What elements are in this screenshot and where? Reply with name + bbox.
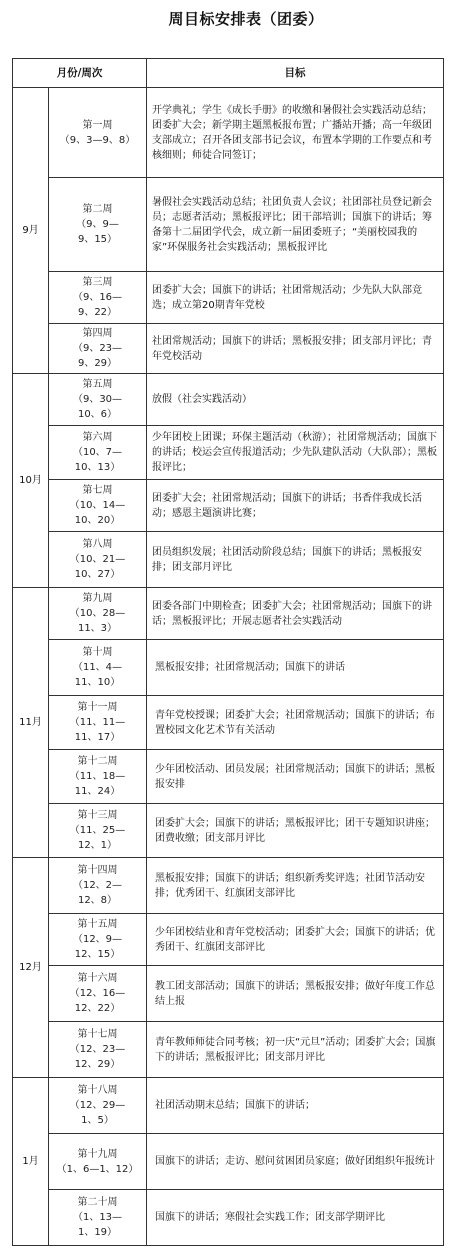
goal-cell: 黑板报安排；国旗下的讲话；组织新秀奖评选；社团节活动安排；优秀团干、红旗团支部评比 <box>147 858 444 914</box>
week-cell: 第十六周 （12、16— 12、22） <box>49 966 147 1022</box>
week-row <box>13 426 444 480</box>
week-row <box>13 588 444 640</box>
week-cell: 第三周 （9、16— 9、22） <box>49 272 147 324</box>
goal-cell: 国旗下的讲话；寒假社会实践工作；团支部学期评比 <box>147 1190 444 1246</box>
month-cell: 11月 <box>13 588 49 858</box>
goal-cell: 放假（社会实践活动） <box>147 374 444 426</box>
week-row <box>13 324 444 374</box>
period-header: 月份/周次 <box>13 59 147 88</box>
goal-cell: 少年团校结业和青年党校活动；团委扩大会；国旗下的讲话；优秀团干、红旗团支部评比 <box>147 914 444 966</box>
week-row <box>13 858 444 914</box>
week-cell: 第八周 （10、21— 10、27） <box>49 532 147 588</box>
week-row <box>13 272 444 324</box>
goal-cell: 少年团校上团课；环保主题活动（秋游）；社团常规活动；国旗下的讲话；校运会宣传报道活动；少先队建队活动（大队部）；黑板报评比； <box>147 426 444 480</box>
month-cell: 9月 <box>13 88 49 374</box>
month-cell: 12月 <box>13 858 49 1078</box>
week-cell: 第四周 （9、23— 9、29） <box>49 324 147 374</box>
week-row <box>13 914 444 966</box>
goal-header: 目标 <box>147 59 444 88</box>
week-row <box>13 1078 444 1134</box>
week-cell: 第十周 （11、4— 11、10） <box>49 640 147 696</box>
week-row <box>13 966 444 1022</box>
week-row <box>13 1190 444 1246</box>
goal-cell: 暑假社会实践活动总结；社团负责人会议；社团部社员登记新会员；志愿者活动；黑板报评比；团干部培训；国旗下的讲话；筹备第十二届团学代会，成立新一届团委班子；“美丽校园我的家”环保服务社会实践活动；黑板报评比 <box>147 178 444 272</box>
week-row <box>13 88 444 178</box>
week-cell: 第十九周 （1、6—1、12） <box>49 1134 147 1190</box>
goal-cell: 团委各部门中期检查；团委扩大会；社团常规活动；国旗下的讲话；黑板报评比；开展志愿者社会实践活动 <box>147 588 444 640</box>
week-cell: 第六周 （10、7— 10、13） <box>49 426 147 480</box>
week-row <box>13 1022 444 1078</box>
week-row <box>13 178 444 272</box>
week-row <box>13 480 444 532</box>
week-row <box>13 640 444 696</box>
goal-cell: 团委扩大会；国旗下的讲话；社团常规活动；少先队大队部竞选；成立第20期青年党校 <box>147 272 444 324</box>
week-cell: 第十五周 （12、9— 12、15） <box>49 914 147 966</box>
week-cell: 第二周 （9、9— 9、15） <box>49 178 147 272</box>
week-cell: 第十二周 （11、18— 11、24） <box>49 750 147 804</box>
goal-cell: 团委扩大会；国旗下的讲话；黑板报评比；团干专题知识讲座；团费收缴；团支部月评比 <box>147 804 444 858</box>
schedule-body <box>13 88 444 1246</box>
week-cell: 第十七周 （12、23— 12、29） <box>49 1022 147 1078</box>
week-cell: 第二十周 （1、13— 1、19） <box>49 1190 147 1246</box>
goal-cell: 团委扩大会；社团常规活动；国旗下的讲话；书香伴我成长活动；感恩主题演讲比赛； <box>147 480 444 532</box>
week-cell: 第十四周 （12、2— 12、8） <box>49 858 147 914</box>
week-cell: 第九周 （10、28— 11、3） <box>49 588 147 640</box>
header-row <box>13 59 444 88</box>
goal-cell: 开学典礼；学生《成长手册》的收缴和暑假社会实践活动总结；团委扩大会；新学期主题黑板报布置；广播站开播；高一年级团支部成立；召开各团支部书记会议，布置本学期的工作要点和考核细则；师徒合同签订； <box>147 88 444 178</box>
goal-cell: 团员组织发展；社团活动阶段总结；国旗下的讲话；黑板报安排；团支部月评比 <box>147 532 444 588</box>
week-row <box>13 1134 444 1190</box>
schedule-table <box>12 58 444 1246</box>
week-cell: 第七周 （10、14— 10、20） <box>49 480 147 532</box>
goal-cell: 社团常规活动；国旗下的讲话；黑板报安排；团支部月评比；青年党校活动 <box>147 324 444 374</box>
week-row <box>13 750 444 804</box>
week-cell: 第十八周 （12、29— 1、5） <box>49 1078 147 1134</box>
goal-cell: 国旗下的讲话；走访、慰问贫困团员家庭；做好团组织年报统计 <box>147 1134 444 1190</box>
month-cell: 10月 <box>13 374 49 588</box>
goal-cell: 社团活动期末总结；国旗下的讲话； <box>147 1078 444 1134</box>
week-cell: 第五周 （9、30— 10、6） <box>49 374 147 426</box>
goal-cell: 黑板报安排；社团常规活动；国旗下的讲话 <box>147 640 444 696</box>
page-title: 周目标安排表（团委） <box>168 10 324 28</box>
week-cell: 第十三周 （11、25— 12、1） <box>49 804 147 858</box>
week-row <box>13 532 444 588</box>
goal-cell: 青年教师师徒合同考核；初一庆“元旦”活动；团委扩大会；国旗下的讲话；黑板报评比；团支部月评比 <box>147 1022 444 1078</box>
week-cell: 第十一周 （11、11— 11、17） <box>49 696 147 750</box>
week-row <box>13 696 444 750</box>
goal-cell: 青年党校授课；团委扩大会；社团常规活动；国旗下的讲话；布置校园文化艺术节有关活动 <box>147 696 444 750</box>
month-cell: 1月 <box>13 1078 49 1246</box>
week-row <box>13 804 444 858</box>
week-cell: 第一周 （9、3—9、8） <box>49 88 147 178</box>
week-row <box>13 374 444 426</box>
goal-cell: 教工团支部活动；国旗下的讲话；黑板报安排；做好年度工作总结上报 <box>147 966 444 1022</box>
goal-cell: 少年团校活动、团员发展；社团常规活动；国旗下的讲话；黑板报安排 <box>147 750 444 804</box>
